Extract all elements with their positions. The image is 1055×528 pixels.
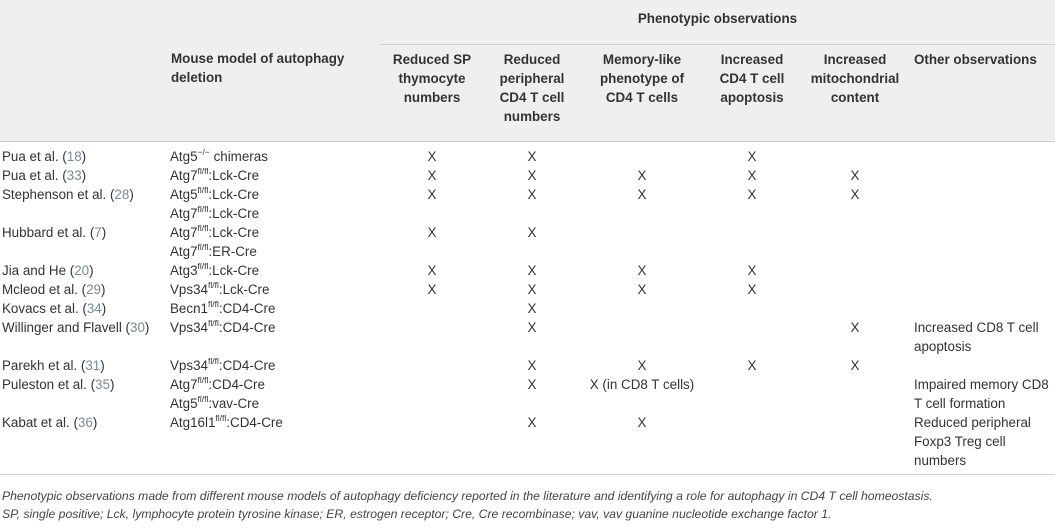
cd4-mark: X [484, 413, 580, 475]
allele-superscript: −/− [197, 146, 210, 157]
mito-mark [800, 413, 910, 475]
other-observation-line: Reduced peripheral [914, 415, 1031, 430]
apoptosis-mark: X [747, 263, 757, 278]
memory-mark: X [637, 358, 647, 373]
reference-link[interactable]: 34 [86, 301, 102, 316]
mouse-model [170, 318, 380, 337]
study-author: Pua et al. ( [2, 168, 67, 183]
memory-mark: X [637, 187, 647, 202]
other-observations-cell [910, 356, 1055, 375]
allele-superscript: fl/fl [197, 165, 209, 176]
gene-name: Becn1 [170, 301, 208, 316]
study-author: Puleston et al. ( [2, 377, 96, 392]
mito-mark [800, 280, 910, 299]
caption-line-1: Phenotypic observations made from different mouse models of autophagy deficiency reported in the literature and identifying a role for autophagy in CD4 T cell homeostasis. [2, 489, 933, 503]
cre-driver: chimeras [209, 149, 268, 164]
cre-driver: :CD4-Cre [218, 301, 276, 316]
study-author: Jia and He ( [2, 263, 75, 278]
cd4-mark: X [527, 149, 537, 164]
other-observations-cell [910, 142, 1055, 167]
apoptosis-header: Increased CD4 T cell apoptosis [719, 51, 785, 105]
allele-superscript: fl/fl [197, 393, 209, 404]
study-author: Kovacs et al. ( [2, 301, 87, 316]
cd4-mark: X [527, 282, 537, 297]
gene-name: Vps34 [170, 320, 208, 335]
reference-link[interactable]: 20 [74, 263, 90, 278]
mouse-model-cell [170, 375, 380, 413]
mouse-model [170, 261, 380, 280]
study-cell [0, 166, 170, 185]
apoptosis-mark [704, 223, 800, 261]
cre-driver: :Lck-Cre [218, 282, 270, 297]
mouse-model-cell [170, 223, 380, 261]
memory-mark: X [637, 168, 647, 183]
study-author-end: ) [101, 282, 106, 297]
cd4-mark: X [527, 301, 537, 316]
table-body [0, 142, 1055, 475]
memory-mark: X (in CD8 T cells) [589, 377, 695, 392]
reference-link[interactable]: 7 [94, 225, 102, 240]
study-author: Pua et al. ( [2, 149, 67, 164]
other-observation-line: apoptosis [914, 339, 972, 354]
memory-like-header: Memory-like phenotype of CD4 T cells [599, 51, 685, 105]
other-observations-cell [910, 413, 1055, 475]
apoptosis-mark: X [747, 149, 757, 164]
cre-driver: :Lck-Cre [208, 168, 260, 183]
mouse-model-cell [170, 280, 380, 299]
gene-name: Atg5 [170, 396, 198, 411]
memory-mark [580, 318, 704, 356]
mouse-model-cell [170, 142, 380, 167]
gene-name: Vps34 [170, 282, 208, 297]
cd4-mark: X [527, 320, 537, 335]
allele-superscript: fl/fl [197, 222, 209, 233]
mouse-model [170, 242, 380, 261]
apoptosis-mark: X [747, 358, 757, 373]
reference-link[interactable]: 28 [114, 187, 130, 202]
reference-link[interactable]: 31 [85, 358, 101, 373]
apoptosis-mark: X [747, 168, 757, 183]
table-row [0, 280, 1055, 299]
sp-mark: X [427, 149, 437, 164]
reduced-sp-header: Reduced SP thymocyte numbers [392, 51, 472, 105]
study-cell [0, 185, 170, 223]
study-author-end: ) [101, 225, 107, 240]
sp-mark: X [427, 282, 437, 297]
other-observations-cell [910, 299, 1055, 318]
mouse-model-cell [170, 356, 380, 375]
study-author-end: ) [101, 301, 107, 316]
gene-name: Atg16l1 [170, 415, 216, 430]
mouse-model [170, 375, 380, 394]
table-row [0, 375, 1055, 413]
study-cell [0, 375, 170, 413]
study-cell [0, 261, 170, 280]
mito-mark [800, 299, 910, 318]
study-author-end: ) [144, 320, 150, 335]
study-author: Kabat et al. ( [2, 415, 78, 430]
memory-mark [580, 142, 704, 167]
gene-name: Atg7 [170, 206, 198, 221]
reference-link[interactable]: 30 [130, 320, 145, 335]
study-author: Hubbard et al. ( [2, 225, 95, 240]
other-observations-cell [910, 375, 1055, 413]
table-row [0, 356, 1055, 375]
gene-name: Atg7 [170, 225, 198, 240]
table-row [0, 142, 1055, 167]
allele-superscript: fl/fl [197, 203, 209, 214]
study-cell [0, 299, 170, 318]
cd4-mark: X [527, 263, 537, 278]
reduced-cd4-header: Reduced peripheral CD4 T cell numbers [499, 51, 565, 124]
table-row [0, 223, 1055, 261]
cre-driver: :vav-Cre [208, 396, 260, 411]
gene-name: Vps34 [170, 358, 208, 373]
sp-mark [380, 413, 484, 475]
memory-mark [580, 299, 704, 318]
allele-superscript: fl/fl [207, 279, 219, 290]
table-row [0, 413, 1055, 475]
other-observations-cell [910, 166, 1055, 185]
mouse-model-cell [170, 299, 380, 318]
study-cell [0, 413, 170, 475]
allele-superscript: fl/fl [207, 317, 219, 328]
cd4-mark: X [527, 225, 537, 240]
cd4-mark: X [527, 168, 537, 183]
sp-mark [380, 375, 484, 413]
study-author-end: ) [100, 358, 105, 373]
apoptosis-mark: X [747, 187, 757, 202]
allele-superscript: fl/fl [197, 260, 209, 271]
cre-driver: :CD4-Cre [226, 415, 283, 430]
table-row [0, 185, 1055, 223]
mito-mark [800, 142, 910, 167]
table-row [0, 299, 1055, 318]
other-observation-line: numbers [914, 453, 967, 468]
reference-link[interactable]: 36 [77, 415, 93, 430]
study-author-end: ) [129, 187, 134, 202]
cre-driver: :ER-Cre [208, 244, 257, 259]
mito-mark: X [850, 168, 860, 183]
cd4-mark: X [527, 358, 537, 373]
reference-link[interactable]: 35 [95, 377, 110, 392]
allele-superscript: fl/fl [215, 412, 227, 423]
other-observations-cell [910, 280, 1055, 299]
other-observations-cell [910, 318, 1055, 356]
cd4-mark: X [527, 187, 537, 202]
study-cell [0, 223, 170, 261]
memory-mark: X [580, 413, 704, 475]
mouse-model [170, 280, 380, 299]
other-observations-cell [910, 185, 1055, 223]
mouse-model-cell [170, 318, 380, 356]
study-author-end: ) [89, 263, 94, 278]
other-observation-line: Foxp3 Treg cell [914, 434, 1006, 449]
mito-mark [800, 223, 910, 261]
memory-mark: X [637, 282, 647, 297]
sp-mark [380, 356, 484, 375]
gene-name: Atg7 [170, 377, 198, 392]
sp-mark [380, 299, 484, 318]
cre-driver: :Lck-Cre [208, 187, 260, 202]
sp-mark: X [427, 187, 437, 202]
mouse-model-cell [170, 413, 380, 475]
allele-superscript: fl/fl [197, 184, 209, 195]
apoptosis-mark: X [747, 282, 757, 297]
other-observation-line: Increased CD8 T cell [914, 320, 1039, 335]
allele-superscript: fl/fl [197, 241, 209, 252]
cre-driver: :Lck-Cre [208, 206, 260, 221]
study-author-end: ) [81, 168, 87, 183]
caption-line-2: SP, single positive; Lck, lymphocyte protein tyrosine kinase; ER, estrogen receptor; Cre, Cre recombinase; vav, vav guanine nucleotide exchange factor 1. [2, 507, 832, 521]
study-author-end: ) [109, 377, 115, 392]
study-cell [0, 318, 170, 356]
gene-name: Atg3 [170, 263, 198, 278]
mouse-model [170, 394, 380, 413]
mouse-model [170, 413, 380, 432]
table-header [0, 0, 1055, 142]
study-author: Mcleod et al. ( [2, 282, 87, 297]
allele-superscript: fl/fl [207, 355, 219, 366]
other-observation-line: T cell formation [914, 396, 1006, 411]
other-observations-header: Other observations [914, 51, 1037, 67]
sp-mark: X [427, 225, 437, 240]
allele-superscript: fl/fl [207, 298, 219, 309]
other-observations-cell [910, 223, 1055, 261]
cre-driver: :CD4-Cre [218, 358, 276, 373]
study-author: Parekh et al. ( [2, 358, 86, 373]
table-row [0, 261, 1055, 280]
gene-name: Atg7 [170, 244, 198, 259]
cre-driver: :CD4-Cre [208, 377, 265, 392]
apoptosis-mark [704, 375, 800, 413]
reference-link[interactable]: 18 [66, 149, 82, 164]
sp-mark [380, 318, 484, 356]
gene-name: Atg7 [170, 168, 198, 183]
mito-mark: X [850, 187, 860, 202]
memory-mark [580, 223, 704, 261]
mouse-model [170, 204, 380, 223]
gene-name: Atg5 [170, 149, 198, 164]
mouse-model [170, 299, 380, 318]
study-author-end: ) [92, 415, 98, 430]
cre-driver: :CD4-Cre [218, 320, 276, 335]
other-observation-line: Impaired memory CD8 [914, 377, 1049, 392]
mouse-model [170, 223, 380, 242]
sp-mark: X [427, 168, 437, 183]
table-row [0, 166, 1055, 185]
study-author: Willinger and Flavell ( [2, 320, 130, 335]
apoptosis-mark [704, 318, 800, 356]
mitochondrial-header: Increased mitochondrial content [810, 51, 900, 105]
mouse-model-cell [170, 185, 380, 223]
mouse-model [170, 356, 380, 375]
mito-mark [800, 261, 910, 280]
gene-name: Atg5 [170, 187, 198, 202]
cre-driver: :Lck-Cre [208, 225, 260, 240]
mouse-model-cell [170, 261, 380, 280]
sp-mark: X [427, 263, 437, 278]
apoptosis-mark [704, 413, 800, 475]
reference-link[interactable]: 33 [66, 168, 82, 183]
cd4-mark: X [527, 377, 537, 392]
study-author-end: ) [81, 149, 87, 164]
study-cell [0, 142, 170, 167]
table-caption [2, 487, 1052, 523]
other-observations-cell [910, 261, 1055, 280]
study-cell [0, 280, 170, 299]
apoptosis-mark [704, 299, 800, 318]
mito-mark: X [850, 358, 860, 373]
allele-superscript: fl/fl [197, 374, 209, 385]
mouse-model [170, 166, 380, 185]
study-author: Stephenson et al. ( [2, 187, 115, 202]
memory-mark: X [637, 263, 647, 278]
mito-mark [800, 375, 910, 413]
reference-link[interactable]: 29 [86, 282, 102, 297]
study-cell [0, 356, 170, 375]
table-row [0, 318, 1055, 356]
mouse-model-cell [170, 166, 380, 185]
mouse-model-header: Mouse model of autophagy deletion [171, 51, 345, 85]
mouse-model [170, 147, 380, 166]
mito-mark: X [850, 320, 860, 335]
phenotypic-observations-header: Phenotypic observations [380, 0, 1055, 44]
cre-driver: :Lck-Cre [208, 263, 260, 278]
mouse-model [170, 185, 380, 204]
